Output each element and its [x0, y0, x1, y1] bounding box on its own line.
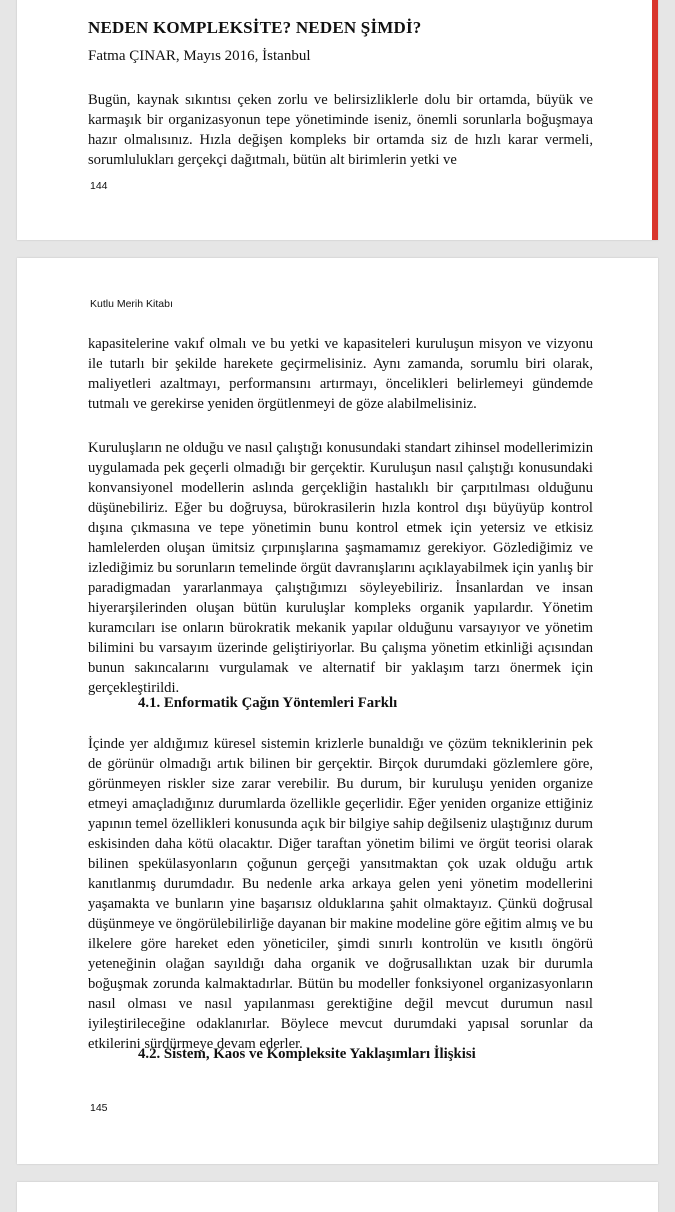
body-paragraph: Bugün, kaynak sıkıntısı çeken zorlu ve belirsizliklerle dolu bir ortamda, büyük ve karmaşık bir organizasyonun tepe yönetiminde iseniz, önemli sorunlarla boğuşmaya hazır olmalısınız. Hızla değişen kompleks bir ortamda siz de hızlı karar vermeli, sorumlulukları gerçekçi dağıtmalı, bütün alt birimlerin yetki ve: [88, 92, 593, 168]
body-paragraph: kapasitelerine vakıf olmalı ve bu yetki ve kapasiteleri kuruluşun misyon ve vizyonu ile tutarlı bir şekilde harekete geçirmelisiniz. Aynı zamanda, sorumlu biri olarak, maliyetleri azaltmayı, performansını artırmayı, öncelikleri belirlemeyi gündemde tutmalı ve gerekirse yeniden örgütlenmeyi de göze alabilmelisiniz.: [88, 336, 593, 412]
body-paragraph: İçinde yer aldığımız küresel sistemin krizlerle bunaldığı ve çözüm tekniklerinin pek de görünür olmadığı artık bilinen bir gerçektir. Birçok durumdaki gözlemlere göre, görünmeyen riskler size zarar verebilir. Bu durum, bir kuruluşu yeniden organize etmeyi amaçladığınız durumlarda özellikle geçerlidir. Eğer yeniden organize ettiğiniz yapının temel özellikleri konusunda açık bir bilgiye sahip değilseniz ulaştığınız durum eskisinden daha kötü olacaktır. Diğer taraftan yönetim bilimi ve örgüt teorisi olarak bilinen spekülasyonların çoğunun gerçeği yansıtmaktan çok uzak olduğu artık kanıtlanmış durumdadır. Bu nedenle arka arkaya gelen yeni yönetim modellerini yaşamakta ve bunların yine başarısız olduklarına şahit olmaktayız. Çünkü doğrusal düşünmeye ve öngörülebilirliğe dayanan bir makine modeline göre eğitim almış ve bu ilkelere göre hareket eden yöneticiler, şimdi sınırlı kontrolün ve kısıtlı öngörü yeteneğinin olağan sayıldığı daha organik ve doğrusallıktan uzak bir durumla boğuşmak zorunda kalmaktadırlar. Bütün bu modeller fonksiyonel organizasyonların nasıl olması ve nasıl yapılanması gerektiğine değil mevcut durumun nasıl iyileştirileceğine odaklanırlar. Böylece mevcut durumdaki yapısal sorunlar da etkilerini sürdürmeye devam ederler.: [88, 736, 593, 1052]
page-number: 144: [90, 180, 108, 192]
chapter-title: NEDEN KOMPLEKSİTE? NEDEN ŞİMDİ?: [88, 18, 422, 37]
page-edge-accent: [652, 0, 658, 240]
page-number: 145: [90, 1102, 108, 1114]
document-page-next: [17, 1182, 658, 1212]
document-page-145: [17, 258, 658, 1164]
running-header: Kutlu Merih Kitabı: [90, 298, 173, 310]
section-heading-4-1: 4.1. Enformatik Çağın Yöntemleri Farklı: [138, 695, 398, 711]
section-heading-4-2: 4.2. Sistem, Kaos ve Kompleksite Yaklaşımları İlişkisi: [138, 1046, 476, 1062]
document-page-144: [17, 0, 658, 240]
author-byline: Fatma ÇINAR, Mayıs 2016, İstanbul: [88, 48, 311, 64]
body-paragraph: Kuruluşların ne olduğu ve nasıl çalıştığı konusundaki standart zihinsel modellerimizin uygulamada pek geçerli olmadığı bir gerçektir. Kuruluşun nasıl çalıştığı konusundaki konvansiyonel modellerin aslında gerçekliğin hastalıklı bir çarpıtılması olduğunu düşünebiliriz. Eğer bu doğruysa, bürokrasilerin hızla kontrol dışı büyüyüp kontrol dışına çıkmasına ve tepe yönetimin bunu kontrol etmek için yetersiz ve etkisiz hamlelerden oluşan ümitsiz çırpınışlarına şaşmamamız gerekiyor. Gözlediğimiz ve izlediğimiz bu sorunların temelinde örgüt davranışlarını açıklayabilmek için yanlış bir paradigmadan yararlanmaya çalıştığımızı söyleyebiliriz. İnsanlardan ve insan hiyerarşilerinden oluşan bütün kuruluşlar kompleks organik yapılardır. Yönetim kuramcıları ise onların bürokratik mekanik yapılar olduğunu varsayıyor ve yönetim bilimini bu varsayım üzerinde geliştiriyorlar. Bu çalışma yönetim etkinliği açısından bunun sakıncalarını vurgulamak ve alternatif bir yaklaşım tarzı önermek için gerçekleştirildi.: [88, 440, 593, 696]
